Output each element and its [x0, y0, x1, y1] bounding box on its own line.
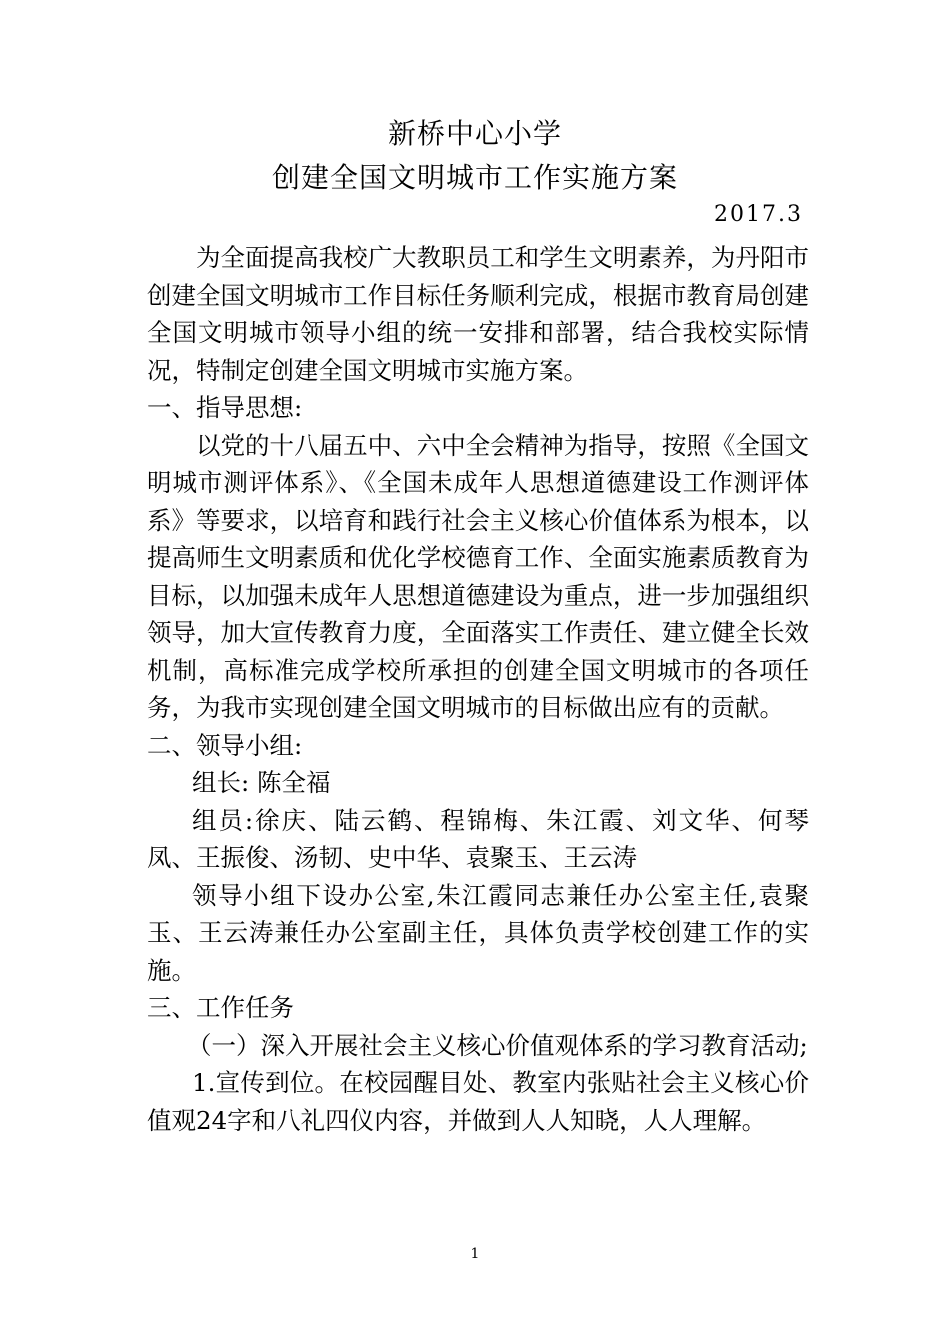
section-heading-leadership-group: 二、领导小组: [147, 730, 303, 760]
document-title-school: 新桥中心小学 [387, 117, 562, 150]
document-title-plan: 创建全国文明城市工作实施方案 [271, 161, 678, 194]
page-number: 1 [470, 1246, 480, 1262]
group-leader-line: 组长: 陈全福 [192, 768, 331, 797]
section-heading-work-tasks: 三、工作任务 [147, 993, 294, 1022]
task-heading-core-values: （一）深入开展社会主义核心价值观体系的学习教育活动; [187, 1030, 808, 1060]
document-date: 2017.3 [714, 202, 803, 227]
intro-paragraph: 为全面提高我校广大教职员工和学生文明素养，为丹阳市创建全国文明城市工作目标任务顺利完成，根据市教育局创建全国文明城市领导小组的统一安排和部署，结合我校实际情况，特制定创建全国文明城市实施方案。 [147, 243, 809, 385]
section-heading-guiding-ideology: 一、指导思想: [147, 393, 303, 422]
guiding-ideology-paragraph: 以党的十八届五中、六中全会精神为指导，按照《全国文明城市测评体系》、《全国未成年人思想道德建设工作测评体系》等要求，以培育和践行社会主义核心价值体系为根本，以提高师生文明素质和优化学校德育工作、全面实施素质教育为目标，以加强未成年人思想道德建设为重点，进一步加强组织领导，加大宣传教育力度，全面落实工作责任、建立健全长效机制，高标准完成学校所承担的创建全国文明城市的各项任务，为我市实现创建全国文明城市的目标做出应有的贡献。 [147, 430, 809, 722]
task-item-publicity: 1.宣传到位。在校园醒目处、教室内张贴社会主义核心价值观24字和八礼四仪内容，并做到人人知晓，人人理解。 [147, 1068, 809, 1135]
group-members-paragraph: 组员:徐庆、陆云鹤、程锦梅、朱江霞、刘文华、何琴凤、王振俊、汤韧、史中华、袁聚玉、王云涛 [147, 805, 809, 872]
office-paragraph: 领导小组下设办公室,朱江霞同志兼任办公室主任,袁聚玉、王云涛兼任办公室副主任，具体负责学校创建工作的实施。 [147, 880, 809, 985]
document-body [147, 239, 809, 1139]
